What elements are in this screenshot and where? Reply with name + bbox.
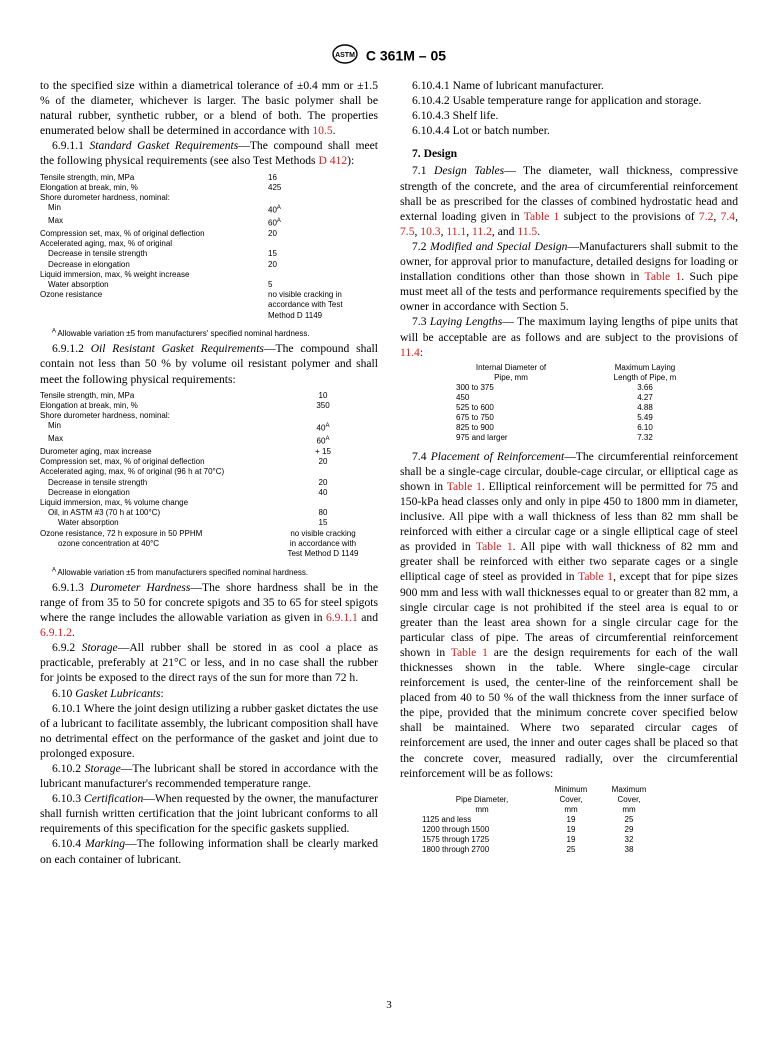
column-header: Internal Diameter of	[475, 362, 547, 372]
column-header: mm	[564, 804, 578, 814]
column-header: mm	[475, 804, 489, 814]
property-value: Test Method D 1149	[287, 549, 359, 559]
table-row	[40, 488, 378, 498]
property-value: 350	[316, 400, 330, 410]
property-value: 20	[318, 457, 328, 467]
section-6-10-4-4: 6.10.4.4 Lot or batch number.	[412, 124, 550, 138]
table-row	[40, 203, 378, 216]
section-7-4: 7.4 Placement of Reinforcement—The circumferential reinforcement shall be a single-cage circular, double-cage circular, or elliptical cage as shown in Table 1. Elliptical reinforcement will be permitted for 75 and 150-kPa head classes only and only in pipe 450 to 1800 mm in diameter, inclusive. All pipe with a wall thickness of less than 82 mm shall be reinforced with either a circular cage or a single elliptical cage of steel as provided in Table 1. All pipe with wall thickness of 82 mm and greater shall be reinforced with either two separate cages or a single elliptical cage of steel as provided in Table 1, except that for pipe sizes 900 mm and less with wall thicknesses equal to or greater than 82 mm, a single circular cage is not prohibited if the steel area is equal to or greater than the least area shown for a single circular cage for the particular class of pipe. The areas of circumferential reinforcement shown in Table 1 are the design requirements for each of the wall thicknesses shown in the table. Where single-cage circular reinforcement is used, the center-line of the reinforcement shall be placed from 40 to 50 % of the wall thickness from the inner surface of the pipe, provided that the minimum concrete cover specified below shall be maintained. Where two separated circular cages of reinforcement are used, the inner and outer cages shall be placed so that the concrete cover, measured radially, over the circumferential reinforcement will be as follows:	[400, 449, 739, 780]
table-row	[40, 249, 378, 259]
length-cell: 4.27	[637, 392, 653, 402]
min-cover-cell: 19	[566, 814, 576, 824]
property-value: 15	[318, 518, 328, 528]
property-label: Min	[48, 203, 61, 213]
property-label: Decrease in tensile strength	[48, 249, 148, 259]
table-row	[40, 300, 378, 310]
min-cover-cell: 19	[566, 824, 576, 834]
paragraph-gasket-tolerance: to the specified size within a diametrical tolerance of ±0.4 mm or ±1.5 % of the diameter, whichever is larger. The basic polymer shall be natural rubber, synthetic rubber, or a blend of both. The properties enumerated below shall be determined in accordance with 10.5.	[40, 79, 378, 138]
table-row	[452, 423, 720, 433]
ref-11-5[interactable]: 11.5	[517, 224, 538, 238]
property-value: $60^A$	[268, 218, 281, 228]
ref-10-5[interactable]: 10.5	[312, 124, 333, 138]
table-row	[40, 239, 378, 249]
ref-d412[interactable]: D 412	[318, 154, 348, 168]
section-7-1: 7.1 Design Tables— The diameter, wall thickness, compressive strength of the concrete, and the area of circumferential reinforcement shall be as prescribed for the classes of combined hydrostatic head and external loading given in Table 1 subject to the provisions of 7.2, 7.4, 7.5, 10.3, 11.1, 11.2, and 11.5.	[400, 164, 738, 238]
ref-11-2[interactable]: 11.2	[472, 224, 492, 238]
section-6-10-3: 6.10.3 Certification—When requested by the owner, the manufacturer shall furnish written certification that the joint lubricant conforms to all requirements of this specification for the specific gaskets supplied.	[40, 792, 378, 836]
section-6-9-2: 6.9.2 Storage—All rubber shall be stored in as cool a place as practicable, preferably at 21°C or less, and in no case shall the rubber for joints be exposed to the direct rays of the sun for more than 72 h.	[40, 641, 378, 685]
ref-table-1[interactable]: Table 1	[475, 540, 513, 554]
table-row	[40, 457, 378, 467]
table-row	[40, 270, 378, 280]
diameter-cell: 1200 through 1500	[422, 824, 490, 834]
property-label: Compression set, max, % of original deflection	[40, 457, 205, 467]
table-row	[40, 401, 378, 411]
standard-gasket-requirements-table	[40, 173, 378, 321]
diameter-cell: 675 to 750	[456, 412, 494, 422]
property-value: $40^A$	[316, 423, 330, 433]
table-row	[40, 421, 378, 434]
column-header: Length of Pipe, m	[613, 372, 677, 382]
max-cover-cell: 29	[624, 824, 634, 834]
column-header: Pipe Diameter,	[455, 794, 509, 804]
property-label: Shore durometer hardness, nominal:	[40, 192, 170, 202]
page-number: 3	[386, 999, 392, 1011]
table-row	[40, 478, 378, 488]
concrete-cover-table	[422, 785, 658, 855]
property-label: Tensile strength, min, MPa	[40, 390, 135, 400]
length-cell: 3.66	[637, 382, 653, 392]
column-header: Maximum	[611, 784, 647, 794]
column-header: Minimum	[554, 784, 588, 794]
astm-logo-icon	[332, 44, 358, 67]
property-label: Min	[48, 421, 61, 431]
page-header	[0, 44, 778, 67]
section-6-10-4: 6.10.4 Marking—The following information shall be clearly marked on each container of lubricant.	[40, 837, 378, 866]
ref-table-1[interactable]: Table 1	[578, 570, 614, 584]
property-label: Durometer aging, max increase	[40, 446, 152, 456]
property-label: Liquid immersion, max, % weight increase	[40, 269, 190, 279]
max-cover-cell: 25	[624, 814, 634, 824]
property-value: no visible cracking in	[268, 290, 342, 300]
table-row	[40, 290, 378, 300]
table-row	[40, 391, 378, 401]
table-row	[422, 835, 658, 845]
property-label: Compression set, max, % of original deflection	[40, 228, 205, 238]
table-row	[40, 311, 378, 321]
property-value: 15	[268, 249, 277, 259]
table-row	[422, 845, 658, 855]
section-6-9-1-3: 6.9.1.3 Durometer Hardness—The shore hardness shall be in the range of from 35 to 50 for concrete spigots and 35 to 65 for steel spigots where the range includes the allowable variation as given in 6.9.1.1 and 6.9.1.2.	[40, 580, 379, 640]
property-label: Tensile strength, min, MPa	[40, 172, 135, 182]
laying-lengths-table	[452, 363, 720, 443]
ref-7-5[interactable]: 7.5	[400, 224, 415, 238]
table-row	[40, 173, 378, 183]
column-header: Maximum Laying	[614, 362, 676, 372]
table-row	[452, 393, 720, 403]
max-cover-cell: 38	[624, 844, 634, 854]
property-label	[40, 311, 268, 321]
length-cell: 5.49	[637, 412, 653, 422]
table-row	[40, 183, 378, 193]
property-label: Elongation at break, min, %	[40, 182, 138, 192]
diameter-cell: 1575 through 1725	[422, 834, 490, 844]
ref-11-1[interactable]: 11.1	[446, 224, 467, 238]
property-value: $40^A$	[268, 205, 281, 215]
section-6-9-1-1: 6.9.1.1 Standard Gasket Requirements—The compound shall meet the following physical requirements (see also Test Methods D 412):	[40, 139, 378, 168]
table-row	[40, 549, 378, 559]
table-row	[452, 413, 720, 423]
property-value	[268, 270, 378, 280]
ref-7-2[interactable]: 7.2	[698, 209, 714, 223]
property-value: in accordance with	[289, 538, 357, 548]
table-row	[452, 403, 720, 413]
ref-table-1[interactable]: Table 1	[450, 645, 488, 659]
property-label: Max	[48, 216, 64, 226]
table-row	[40, 434, 378, 447]
table-row	[40, 467, 378, 477]
property-value: 10	[318, 390, 328, 400]
diameter-cell: 450	[456, 392, 470, 402]
property-value: 425	[268, 182, 282, 192]
length-cell: 4.88	[637, 402, 653, 412]
property-value: 16	[268, 172, 277, 182]
diameter-cell: 1800 through 2700	[422, 844, 490, 854]
ref-table-1[interactable]: Table 1	[644, 270, 682, 284]
property-label: Decrease in elongation	[48, 259, 130, 269]
property-value	[268, 498, 378, 508]
property-label: Max	[48, 434, 64, 444]
property-value: + 15	[315, 446, 331, 456]
svg-text:ASTM: ASTM	[335, 52, 355, 59]
table-row	[452, 433, 720, 443]
property-value: 20	[268, 228, 277, 238]
column-header: Pipe, mm	[494, 372, 528, 382]
table-row	[40, 508, 378, 518]
min-cover-cell: 25	[566, 844, 576, 854]
right-column	[400, 78, 738, 855]
property-label: Water absorption	[58, 518, 119, 528]
property-label: Decrease in elongation	[48, 487, 130, 497]
max-cover-cell: 32	[624, 834, 634, 844]
section-7-3: 7.3 Laying Lengths— The maximum laying lengths of pipe units that will be acceptable are as follows and are subject to the provisions of 11.4:	[400, 315, 738, 359]
ref-table-1[interactable]: Table 1	[523, 209, 560, 223]
column-header: mm	[622, 804, 636, 814]
section-6-10-1: 6.10.1 Where the joint design utilizing a rubber gasket dictates the use of a lubricant to facilitate assembly, the lubricant composition shall have no detrimental effect on the performance of the gasket and joint due to prolonged exposure.	[40, 701, 378, 760]
section-6-10-4-2: 6.10.4.2 Usable temperature range for application and storage.	[412, 94, 702, 108]
property-value	[268, 411, 378, 421]
section-7-2: 7.2 Modified and Special Design—Manufacturers shall submit to the owner, for approval prior to manufacture, detailed designs for loading or installation conditions other than those shown in Table 1. Such pipe must meet all of the tests and performance requirements specified by the owner in accordance with Section 5.	[400, 239, 738, 314]
table-row	[40, 280, 378, 290]
table-row	[40, 447, 378, 457]
property-label: Accelerated aging, max, % of original	[40, 239, 173, 249]
diameter-cell: 825 to 900	[456, 422, 494, 432]
section-6-10-2: 6.10.2 Storage—The lubricant shall be stored in accordance with the lubricant manufacturer's recommended temperature range.	[40, 762, 378, 791]
property-value: 40	[318, 487, 328, 497]
table-row	[40, 498, 378, 508]
property-value: 20	[318, 477, 328, 487]
table-row	[422, 815, 658, 825]
property-value	[268, 193, 378, 203]
table-row	[40, 539, 378, 549]
table-row	[40, 216, 378, 229]
property-label: Liquid immersion, max, % volume change	[40, 498, 189, 507]
min-cover-cell: 19	[566, 834, 576, 844]
property-label: Oil, in ASTM #3 (70 h at 100°C)	[48, 508, 161, 518]
ref-7-4[interactable]: 7.4	[720, 209, 736, 223]
diameter-cell: 975 and larger	[456, 432, 508, 442]
length-cell: 7.32	[637, 432, 653, 442]
ref-table-1[interactable]: Table 1	[446, 479, 482, 493]
property-value: 5	[268, 279, 273, 289]
property-label: Water absorption	[48, 279, 109, 289]
table-row	[40, 229, 378, 239]
table-footnote: $^A$ Allowable variation ±5 from manufacturers' specified nominal hardness.	[52, 328, 310, 339]
property-label: Shore durometer hardness, nominal:	[40, 411, 170, 421]
property-value: 20	[268, 259, 277, 269]
property-value: $60^A$	[316, 436, 330, 446]
table-row	[422, 825, 658, 835]
table-row	[40, 529, 378, 539]
document-designation: C 361M – 05	[365, 47, 447, 64]
table-row	[452, 383, 720, 393]
property-label: Ozone resistance, 72 h exposure in 50 PPHM	[40, 528, 203, 538]
section-6-10: 6.10 Gasket Lubricants:	[52, 686, 164, 700]
diameter-cell: 300 to 375	[456, 382, 494, 392]
ref-10-3[interactable]: 10.3	[420, 224, 441, 238]
oil-resistant-gasket-requirements-table	[40, 391, 378, 560]
table-footnote: $^A$ Allowable variation ±5 from manufacturers specified nominal hardness.	[52, 567, 309, 577]
property-label: Elongation at break, min, %	[40, 400, 138, 410]
table-row	[40, 411, 378, 421]
diameter-cell: 525 to 600	[456, 402, 494, 412]
length-cell: 6.10	[637, 422, 653, 432]
column-header: Cover,	[559, 794, 583, 804]
column-header: Cover,	[617, 794, 641, 804]
property-value	[268, 239, 378, 249]
table-row	[40, 193, 378, 203]
section-6-9-1-2: 6.9.1.2 Oil Resistant Gasket Requirements—The compound shall contain not less than 50 % by volume oil resistant polymer and shall meet the following physical requirements:	[40, 342, 379, 386]
ref-6-9-1-1[interactable]: 6.9.1.1	[325, 611, 358, 625]
property-value	[268, 467, 378, 477]
diameter-cell: 1125 and less	[422, 814, 472, 824]
property-value: 80	[318, 508, 328, 518]
section-6-10-4-3: 6.10.4.3 Shelf life.	[412, 109, 499, 123]
property-label: Accelerated aging, max, % of original (96 h at 70°C)	[40, 467, 225, 477]
property-label	[40, 300, 268, 310]
property-label	[40, 549, 268, 559]
ref-6-9-1-2[interactable]: 6.9.1.2	[40, 626, 72, 640]
table-row	[40, 260, 378, 270]
property-value: accordance with Test	[268, 300, 343, 310]
left-column	[40, 78, 378, 867]
property-value: no visible cracking	[290, 528, 356, 538]
property-label: Ozone resistance	[40, 290, 103, 300]
section-heading-design: 7. Design	[412, 147, 458, 161]
ref-11-4[interactable]: 11.4	[400, 345, 420, 359]
property-label: Decrease in tensile strength	[48, 477, 148, 487]
property-label: ozone concentration at 40°C	[58, 538, 160, 548]
section-6-10-4-1: 6.10.4.1 Name of lubricant manufacturer.	[412, 79, 604, 92]
table-row	[40, 518, 378, 528]
property-value: Method D 1149	[268, 310, 323, 320]
